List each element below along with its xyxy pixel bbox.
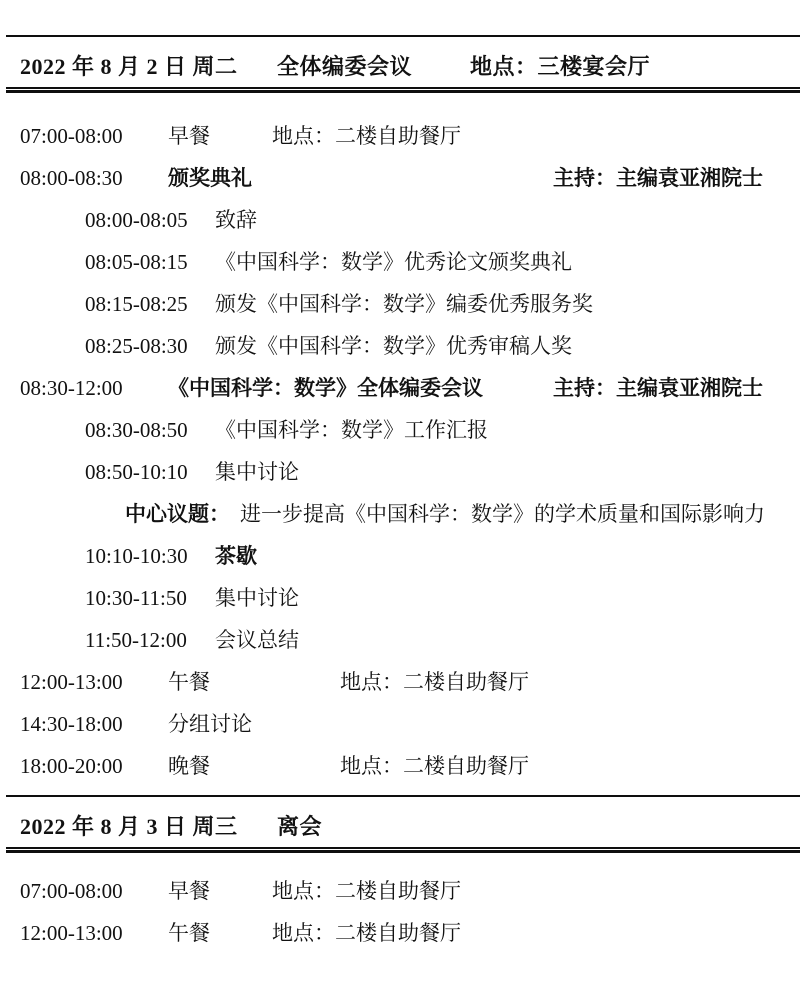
schedule-row-group-discussion <box>0 703 806 745</box>
time-range: 08:05-08:15 <box>85 250 188 274</box>
activity: 早餐 <box>168 124 210 148</box>
topic-text: 进一步提高《中国科学：数学》的学术质量和国际影响力 <box>240 502 765 526</box>
session-date: 2022 年 8 月 2 日 周二 <box>20 54 238 79</box>
activity: 晚餐 <box>168 754 210 778</box>
schedule-row-tea-break <box>0 535 806 577</box>
schedule-row-lunch <box>0 661 806 703</box>
schedule-row-lunch-day2 <box>0 912 806 954</box>
time-range: 12:00-13:00 <box>20 670 123 694</box>
schedule-row-dinner <box>0 745 806 787</box>
schedule-row-breakfast-day2 <box>0 870 806 912</box>
schedule-row-discussion-1 <box>0 451 806 493</box>
section1-header <box>0 37 806 87</box>
section2-rows <box>0 870 806 954</box>
activity: 《中国科学：数学》优秀论文颁奖典礼 <box>215 250 572 274</box>
time-range: 08:00-08:05 <box>85 208 188 232</box>
time-range: 12:00-13:00 <box>20 921 123 945</box>
time-range: 08:00-08:30 <box>20 166 123 190</box>
schedule-row-board-meeting <box>0 367 806 409</box>
location: 地点：二楼自助餐厅 <box>340 670 529 694</box>
session-date: 2022 年 8 月 3 日 周三 <box>20 814 238 839</box>
host: 主持：主编袁亚湘院士 <box>553 166 763 190</box>
section1-rows <box>0 115 806 787</box>
section2-header-rule <box>6 847 800 853</box>
schedule-row-award-ceremony <box>0 157 806 199</box>
activity: 会议总结 <box>215 628 299 652</box>
time-range: 14:30-18:00 <box>20 712 123 736</box>
section2-header <box>0 797 806 847</box>
time-range: 08:25-08:30 <box>85 334 188 358</box>
session-location: 地点：三楼宴会厅 <box>470 54 651 79</box>
time-range: 07:00-08:00 <box>20 124 123 148</box>
location: 地点：二楼自助餐厅 <box>272 124 461 148</box>
location: 地点：二楼自助餐厅 <box>340 754 529 778</box>
activity: 午餐 <box>168 921 210 945</box>
schedule-row-work-report <box>0 409 806 451</box>
location: 地点：二楼自助餐厅 <box>272 921 461 945</box>
time-range: 08:30-12:00 <box>20 376 123 400</box>
host: 主持：主编袁亚湘院士 <box>553 376 763 400</box>
schedule-row-breakfast <box>0 115 806 157</box>
activity: 分组讨论 <box>168 712 252 736</box>
activity: 《中国科学：数学》全体编委会议 <box>168 376 483 400</box>
time-range: 11:50-12:00 <box>85 628 187 652</box>
time-range: 10:30-11:50 <box>85 586 187 610</box>
time-range: 10:10-10:30 <box>85 544 188 568</box>
time-range: 08:15-08:25 <box>85 292 188 316</box>
time-range: 08:50-10:10 <box>85 460 188 484</box>
location: 地点：二楼自助餐厅 <box>272 879 461 903</box>
activity: 集中讨论 <box>215 586 299 610</box>
activity: 茶歇 <box>215 544 257 568</box>
schedule-row-paper-award <box>0 241 806 283</box>
topic-label: 中心议题： <box>125 502 230 526</box>
session-title: 离会 <box>277 814 323 839</box>
time-range: 18:00-20:00 <box>20 754 123 778</box>
schedule-row-speech <box>0 199 806 241</box>
activity: 午餐 <box>168 670 210 694</box>
activity: 早餐 <box>168 879 210 903</box>
schedule-row-reviewer-award <box>0 325 806 367</box>
schedule-row-service-award <box>0 283 806 325</box>
activity: 《中国科学：数学》工作汇报 <box>215 418 488 442</box>
schedule-row-discussion-2 <box>0 577 806 619</box>
activity: 颁发《中国科学：数学》编委优秀服务奖 <box>215 292 593 316</box>
activity: 集中讨论 <box>215 460 299 484</box>
activity: 颁奖典礼 <box>168 166 252 190</box>
central-topic-row <box>0 493 806 535</box>
section1-header-rule <box>6 87 800 93</box>
activity: 颁发《中国科学：数学》优秀审稿人奖 <box>215 334 572 358</box>
time-range: 07:00-08:00 <box>20 879 123 903</box>
session-title: 全体编委会议 <box>277 54 413 79</box>
time-range: 08:30-08:50 <box>85 418 188 442</box>
schedule-row-summary <box>0 619 806 661</box>
activity: 致辞 <box>215 208 257 232</box>
